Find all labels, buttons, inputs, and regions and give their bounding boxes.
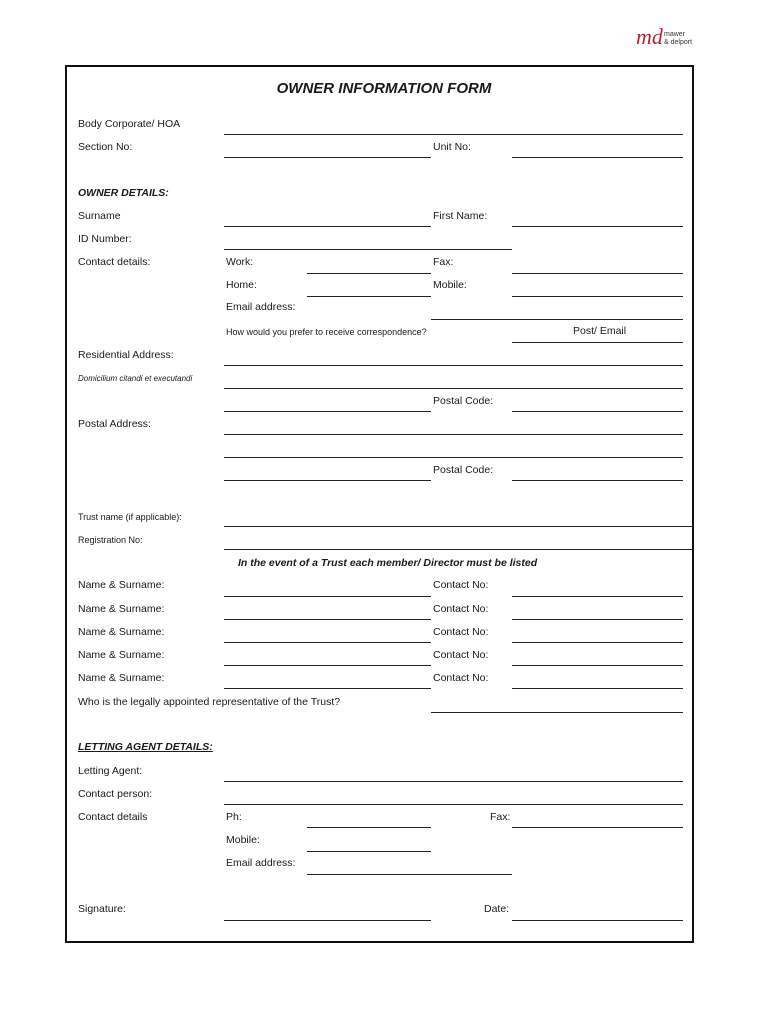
section-no-label: Section No: [78,141,133,153]
agent-contact-details-label: Contact details [78,811,148,823]
owner-details-heading: OWNER DETAILS: [78,187,169,199]
correspondence-question: How would you prefer to receive correspondence? [226,327,427,337]
email-label: Email address: [226,301,296,313]
contact-details-label: Contact details: [78,256,151,268]
member-5-contact-label: Contact No: [433,672,489,684]
contact-person-field[interactable] [224,804,683,805]
postal-address-line-2[interactable] [224,457,683,458]
agent-email-label: Email address: [226,857,296,869]
agent-fax-label: Fax: [490,811,511,823]
residential-address-line-2[interactable] [224,388,683,389]
first-name-label: First Name: [433,210,488,222]
agent-email-field[interactable] [307,874,512,875]
postal-code-field-2[interactable] [512,480,683,481]
agent-ph-label: Ph: [226,811,242,823]
member-2-name-field[interactable] [224,619,431,620]
letting-agent-heading: LETTING AGENT DETAILS: [78,741,213,753]
home-field[interactable] [307,296,431,297]
agent-mobile-label: Mobile: [226,834,260,846]
postal-code-label-1: Postal Code: [433,395,494,407]
member-1-name-field[interactable] [224,596,431,597]
member-5-name-label: Name & Surname: [78,672,165,684]
trust-name-field[interactable] [224,526,694,527]
residential-address-line-1[interactable] [224,365,683,366]
member-5-contact-field[interactable] [512,688,683,689]
postal-address-line-1[interactable] [224,434,683,435]
surname-field[interactable] [224,226,431,227]
member-4-name-label: Name & Surname: [78,649,165,661]
postal-address-label: Postal Address: [78,418,151,430]
trust-representative-label: Who is the legally appointed representative of the Trust? [78,696,341,708]
domicilium-note: Domicilium citandi et executandi [78,374,193,383]
residential-address-line-3[interactable] [224,411,431,412]
work-field[interactable] [307,273,431,274]
agent-mobile-field[interactable] [307,851,431,852]
postal-code-label-2: Postal Code: [433,464,494,476]
unit-no-field[interactable] [512,157,683,158]
section-no-field[interactable] [224,157,431,158]
home-label: Home: [226,279,257,291]
logo-line2: & delport [664,39,693,46]
fax-field[interactable] [512,273,683,274]
correspondence-field[interactable] [512,342,683,343]
id-number-field[interactable] [224,249,512,250]
residential-address-label: Residential Address: [78,349,174,361]
trust-members-note: In the event of a Trust each member/ Director must be listed [238,557,538,569]
member-3-name-field[interactable] [224,642,431,643]
member-4-contact-field[interactable] [512,665,683,666]
mobile-field[interactable] [512,296,683,297]
member-3-name-label: Name & Surname: [78,626,165,638]
body-corporate-field[interactable] [224,134,683,135]
trust-representative-field[interactable] [431,712,683,713]
unit-no-label: Unit No: [433,141,471,153]
fax-label: Fax: [433,256,454,268]
member-3-contact-label: Contact No: [433,626,489,638]
work-label: Work: [226,256,254,268]
member-1-contact-label: Contact No: [433,579,489,591]
postal-code-field-1[interactable] [512,411,683,412]
registration-no-label: Registration No: [78,535,143,545]
member-5-name-field[interactable] [224,688,431,689]
signature-label: Signature: [78,903,126,915]
signature-field[interactable] [224,920,431,921]
date-label: Date: [484,903,510,915]
id-number-label: ID Number: [78,233,132,245]
member-2-name-label: Name & Surname: [78,603,165,615]
letting-agent-label: Letting Agent: [78,765,143,777]
member-2-contact-label: Contact No: [433,603,489,615]
contact-person-label: Contact person: [78,788,153,800]
mobile-label: Mobile: [433,279,467,291]
logo-letters: md [636,24,663,49]
member-1-name-label: Name & Surname: [78,579,165,591]
trust-name-label: Trust name (if applicable): [78,512,182,522]
member-3-contact-field[interactable] [512,642,683,643]
correspondence-option: Post/ Email [573,325,627,337]
member-1-contact-field[interactable] [512,596,683,597]
member-4-contact-label: Contact No: [433,649,489,661]
member-2-contact-field[interactable] [512,619,683,620]
body-corporate-label: Body Corporate/ HOA [78,118,181,130]
surname-label: Surname [78,210,121,222]
member-4-name-field[interactable] [224,665,431,666]
first-name-field[interactable] [512,226,683,227]
agent-ph-field[interactable] [307,827,431,828]
logo-line1: mawer [664,31,686,38]
email-field[interactable] [431,319,683,320]
agent-fax-field[interactable] [512,827,683,828]
form-title: OWNER INFORMATION FORM [276,80,492,97]
date-field[interactable] [512,920,683,921]
postal-address-line-3[interactable] [224,480,431,481]
letting-agent-field[interactable] [224,781,683,782]
company-logo [636,22,716,58]
registration-no-field[interactable] [224,549,694,550]
